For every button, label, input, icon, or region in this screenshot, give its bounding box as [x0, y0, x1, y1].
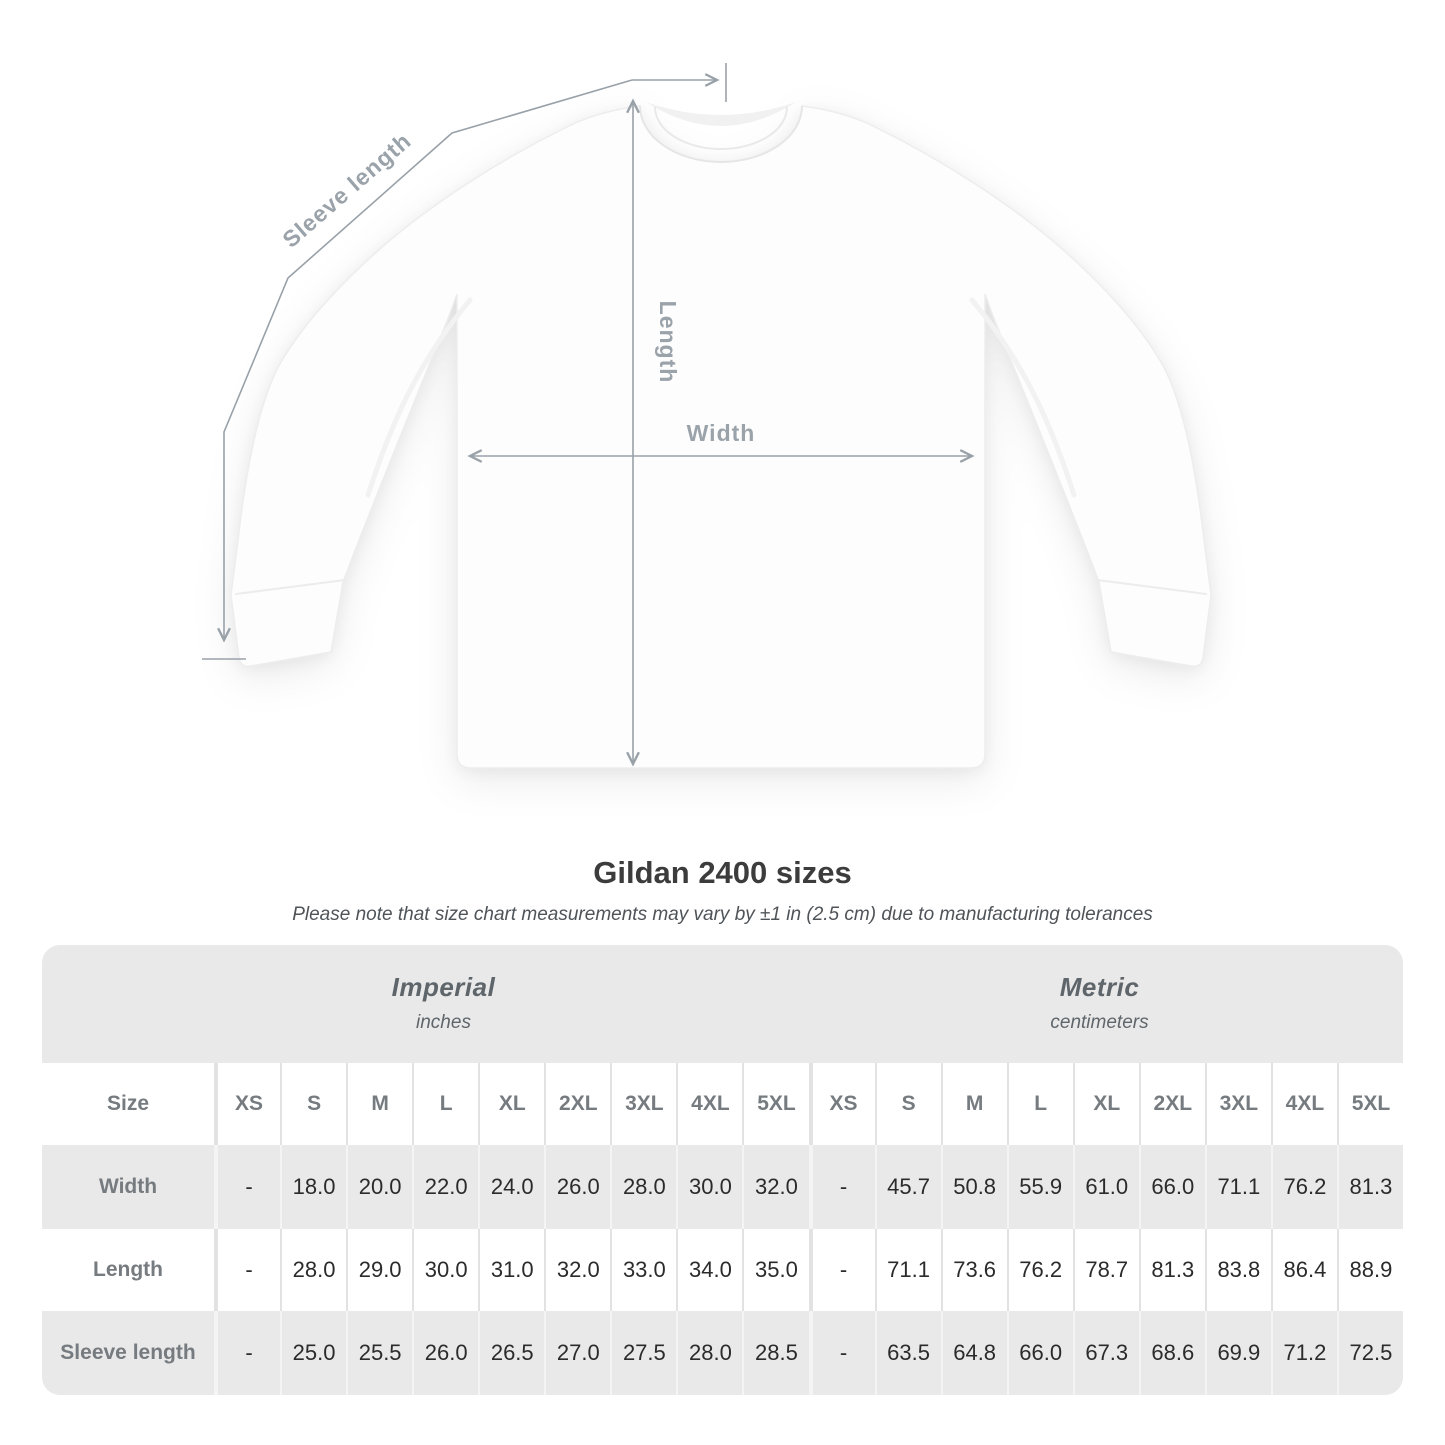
value-cell: 18.0	[280, 1145, 346, 1229]
value-cell: 30.0	[676, 1145, 742, 1229]
header-cell: 2XL	[1139, 1063, 1205, 1145]
value-cell: 26.5	[478, 1311, 544, 1395]
table-header-row	[42, 1063, 1403, 1145]
header-cell: S	[280, 1063, 346, 1145]
value-cell: 34.0	[676, 1229, 742, 1311]
imperial-name: Imperial	[391, 971, 496, 1002]
imperial-unit: inches	[416, 1011, 471, 1033]
value-cell: 22.0	[412, 1145, 478, 1229]
metric-unit-header	[1050, 972, 1148, 1034]
value-cell: 24.0	[478, 1145, 544, 1229]
header-cell: 3XL	[610, 1063, 676, 1145]
units-band	[42, 945, 1403, 1063]
value-cell: 55.9	[1007, 1145, 1073, 1229]
value-cell: 66.0	[1139, 1145, 1205, 1229]
header-cell: 3XL	[1205, 1063, 1271, 1145]
value-cell: 73.6	[941, 1229, 1007, 1311]
table-row-length	[42, 1229, 1403, 1311]
imperial-unit-header	[392, 972, 496, 1034]
metric-unit: centimeters	[1050, 1011, 1149, 1033]
value-cell: -	[214, 1229, 280, 1311]
header-cell: XL	[478, 1063, 544, 1145]
value-cell: 81.3	[1139, 1229, 1205, 1311]
value-cell: 86.4	[1271, 1229, 1337, 1311]
value-cell: 45.7	[875, 1145, 941, 1229]
header-cell: M	[941, 1063, 1007, 1145]
value-cell: -	[214, 1311, 280, 1395]
value-cell: 30.0	[412, 1229, 478, 1311]
header-cell: 5XL	[1337, 1063, 1403, 1145]
width-label: Width	[686, 420, 756, 446]
tolerance-note: Please note that size chart measurements may vary by ±1 in (2.5 cm) due to manufacturing tolerances	[292, 904, 1153, 925]
chart-heading	[0, 845, 1445, 926]
value-cell: 61.0	[1073, 1145, 1139, 1229]
value-cell: 25.0	[280, 1311, 346, 1395]
value-cell: 78.7	[1073, 1229, 1139, 1311]
value-cell: 71.1	[1205, 1145, 1271, 1229]
value-cell: 20.0	[346, 1145, 412, 1229]
row-label: Width	[98, 1175, 158, 1198]
value-cell: 88.9	[1337, 1229, 1403, 1311]
header-cell: 4XL	[676, 1063, 742, 1145]
page-title: Gildan 2400 sizes	[593, 855, 852, 890]
value-cell: 26.0	[412, 1311, 478, 1395]
header-cell: 2XL	[544, 1063, 610, 1145]
value-cell: 25.5	[346, 1311, 412, 1395]
value-cell: 71.2	[1271, 1311, 1337, 1395]
value-cell: 28.0	[280, 1229, 346, 1311]
header-cell: XL	[1073, 1063, 1139, 1145]
value-cell: 76.2	[1271, 1145, 1337, 1229]
value-cell: 27.0	[544, 1311, 610, 1395]
row-label: Sleeve length	[60, 1341, 196, 1364]
value-cell: 76.2	[1007, 1229, 1073, 1311]
length-label: Length	[655, 300, 681, 384]
header-cell: L	[412, 1063, 478, 1145]
value-cell: 83.8	[1205, 1229, 1271, 1311]
value-cell: -	[809, 1311, 875, 1395]
value-cell: 28.0	[610, 1145, 676, 1229]
value-cell: 50.8	[941, 1145, 1007, 1229]
value-cell: 32.0	[742, 1145, 808, 1229]
value-cell: -	[809, 1145, 875, 1229]
value-cell: 69.9	[1205, 1311, 1271, 1395]
value-cell: 26.0	[544, 1145, 610, 1229]
value-cell: 63.5	[875, 1311, 941, 1395]
value-cell: 68.6	[1139, 1311, 1205, 1395]
table-row-width	[42, 1145, 1403, 1229]
size-column-header: Size	[106, 1092, 150, 1115]
value-cell: 32.0	[544, 1229, 610, 1311]
value-cell: 81.3	[1337, 1145, 1403, 1229]
value-cell: 33.0	[610, 1229, 676, 1311]
value-cell: 28.0	[676, 1311, 742, 1395]
value-cell: 66.0	[1007, 1311, 1073, 1395]
value-cell: -	[809, 1229, 875, 1311]
header-cell: 5XL	[742, 1063, 808, 1145]
value-cell: 29.0	[346, 1229, 412, 1311]
row-label: Length	[93, 1258, 163, 1281]
table-row-sleeve-length	[42, 1311, 1403, 1395]
header-cell: XS	[214, 1063, 280, 1145]
header-cell: XS	[809, 1063, 875, 1145]
value-cell: -	[214, 1145, 280, 1229]
header-cell: 4XL	[1271, 1063, 1337, 1145]
header-cell: L	[1007, 1063, 1073, 1145]
sleeve-length-label: Sleeve length	[277, 127, 417, 253]
size-table	[42, 945, 1403, 1395]
value-cell: 67.3	[1073, 1311, 1139, 1395]
value-cell: 28.5	[742, 1311, 808, 1395]
header-cell: M	[346, 1063, 412, 1145]
header-cell: S	[875, 1063, 941, 1145]
value-cell: 71.1	[875, 1229, 941, 1311]
value-cell: 31.0	[478, 1229, 544, 1311]
value-cell: 72.5	[1337, 1311, 1403, 1395]
metric-name: Metric	[1059, 971, 1140, 1002]
value-cell: 64.8	[941, 1311, 1007, 1395]
value-cell: 35.0	[742, 1229, 808, 1311]
value-cell: 27.5	[610, 1311, 676, 1395]
